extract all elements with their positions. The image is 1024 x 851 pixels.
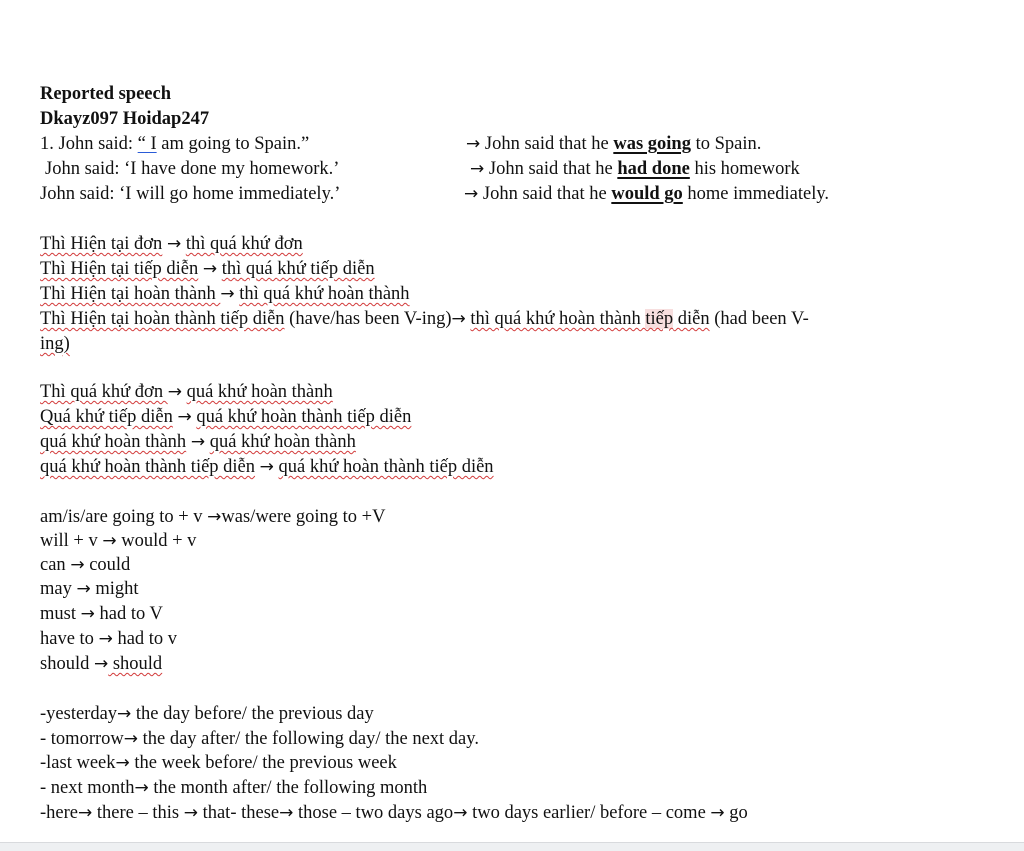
arrow-icon: →: [451, 309, 466, 329]
arrow-icon: →: [93, 654, 109, 674]
tense-from: Quá khứ tiếp diễn: [40, 407, 173, 427]
doc-author: Dkayz097 Hoidap247: [40, 109, 210, 129]
tense-to: thì quá khứ đơn: [185, 234, 303, 254]
modal-rule-6: [40, 627, 177, 651]
reported-post: his homework: [689, 159, 800, 179]
reported-verb: would go: [611, 184, 683, 204]
tense-from: quá khứ hoàn thành tiếp diễn: [40, 457, 256, 477]
time-to: the month after/ the following month: [148, 778, 428, 798]
reported-pre: John said that he: [484, 159, 618, 179]
tense-note: (have/has been V-ing): [284, 309, 452, 329]
past-rule-4: [40, 455, 494, 479]
arrow-icon: →: [177, 407, 192, 427]
time-to: the week before/ the previous week: [129, 753, 397, 773]
arrow-icon: →: [115, 753, 130, 773]
time-segment: two days earlier/ before – come: [467, 803, 711, 823]
tense-note: (had been V-: [709, 309, 809, 329]
arrow-icon: →: [202, 259, 218, 279]
arrow-icon: →: [70, 555, 85, 575]
reported-post: home immediately.: [682, 184, 830, 204]
time-from: -last week: [40, 753, 116, 773]
example-reported-3: [464, 182, 829, 206]
modal-to: could: [84, 555, 131, 575]
time-from: - next month: [40, 778, 135, 798]
quote-open: “ I: [137, 134, 157, 154]
modal-rule-3: [40, 553, 130, 577]
tense-from: Thì Hiện tại hoàn thành tiếp diễn: [40, 309, 285, 329]
modal-rule-1: [40, 505, 385, 529]
reported-post: to Spain.: [690, 134, 762, 154]
arrow-icon: →: [190, 432, 206, 452]
arrow-icon: →: [167, 382, 182, 402]
modal-from: have to: [40, 629, 99, 649]
modal-from: may: [40, 579, 77, 599]
tense-to-end: diễn: [673, 309, 710, 329]
modal-from: must: [40, 604, 81, 624]
example-direct-2: John said: ‘I have done my homework.’: [45, 159, 340, 179]
time-segment: those – two days ago: [293, 803, 454, 823]
tense-to: quá khứ hoàn thành tiếp diễn: [196, 407, 412, 427]
arrow-icon: →: [453, 803, 468, 823]
time-rule-2: [40, 727, 479, 751]
example-direct-3: John said: ‘I will go home immediately.’: [40, 184, 341, 204]
arrow-icon: →: [464, 184, 479, 204]
tense-from: Thì Hiện tại tiếp diễn: [40, 259, 199, 279]
time-segment: that- these: [197, 803, 280, 823]
modal-to: had to v: [112, 629, 178, 649]
past-rule-1: [40, 380, 333, 404]
tense-from: Thì quá khứ đơn: [40, 382, 168, 402]
highlighted-word: tiếp: [645, 309, 674, 329]
tense-from: Thì Hiện tại đơn: [40, 234, 163, 254]
arrow-icon: →: [166, 234, 182, 254]
tense-to: thì quá khứ hoàn thành: [239, 284, 410, 304]
modal-from: should: [40, 654, 94, 674]
arrow-icon: →: [470, 159, 485, 179]
tense-from: Thì Hiện tại hoàn thành: [40, 284, 221, 304]
arrow-icon: →: [207, 507, 222, 527]
time-from: -yesterday: [40, 704, 118, 724]
arrow-icon: →: [220, 284, 235, 304]
arrow-icon: →: [78, 803, 93, 823]
example-direct-1: [40, 132, 309, 156]
tense-from: quá khứ hoàn thành: [40, 432, 187, 452]
modal-to: was/were going to +V: [221, 507, 386, 527]
arrow-icon: →: [117, 704, 132, 724]
arrow-icon: →: [123, 729, 138, 749]
reported-pre: John said that he: [480, 134, 614, 154]
tense-to: quá khứ hoàn thành: [209, 432, 356, 452]
time-segment: go: [724, 803, 748, 823]
time-from: - tomorrow: [40, 729, 124, 749]
time-rule-3: [40, 751, 397, 775]
modal-rule-7: [40, 652, 162, 676]
tense-rule-4-cont: [40, 332, 70, 356]
past-rule-3: [40, 430, 356, 454]
doc-title: Reported speech: [40, 84, 172, 104]
example-reported-2: [470, 157, 800, 181]
tense-rule-3: [40, 282, 410, 306]
time-rule-1: [40, 702, 374, 726]
arrow-icon: →: [76, 579, 91, 599]
reported-verb: had done: [617, 159, 690, 179]
quote-rest: am going to Spain.”: [156, 134, 310, 154]
modal-to: might: [90, 579, 139, 599]
time-segment: there – this: [92, 803, 184, 823]
tense-note-cont: ing): [40, 334, 70, 354]
arrow-icon: →: [98, 629, 113, 649]
arrow-icon: →: [80, 604, 95, 624]
time-from: -here: [40, 803, 78, 823]
reported-pre: John said that he: [478, 184, 612, 204]
arrow-icon: →: [710, 803, 725, 823]
modal-from: will + v: [40, 531, 103, 551]
modal-from: can: [40, 555, 71, 575]
arrow-icon: →: [259, 457, 274, 477]
time-to: the day before/ the previous day: [131, 704, 374, 724]
time-rule-5: [40, 801, 748, 825]
modal-rule-2: [40, 529, 196, 553]
modal-rule-4: [40, 577, 139, 601]
tense-to: quá khứ hoàn thành: [186, 382, 333, 402]
modal-rule-5: [40, 602, 163, 626]
tense-rule-2: [40, 257, 375, 281]
modal-to: would + v: [116, 531, 197, 551]
time-to: the day after/ the following day/ the next day.: [138, 729, 479, 749]
tense-to: thì quá khứ tiếp diễn: [221, 259, 375, 279]
past-rule-2: [40, 405, 411, 429]
modal-to: had to V: [94, 604, 163, 624]
time-rule-4: [40, 776, 427, 800]
arrow-icon: →: [134, 778, 149, 798]
arrow-icon: →: [279, 803, 294, 823]
tense-rule-1: [40, 232, 303, 256]
example-reported-1: [466, 132, 761, 156]
tense-rule-4: [40, 307, 809, 331]
arrow-icon: →: [183, 803, 198, 823]
example-number: 1. John said:: [40, 134, 138, 154]
reported-verb: was going: [613, 134, 691, 154]
arrow-icon: →: [466, 134, 481, 154]
modal-from: am/is/are going to + v: [40, 507, 208, 527]
tense-to: thì quá khứ hoàn thành: [470, 309, 646, 329]
tense-to: quá khứ hoàn thành tiếp diễn: [278, 457, 494, 477]
modal-to: should: [108, 654, 163, 674]
arrow-icon: →: [102, 531, 117, 551]
